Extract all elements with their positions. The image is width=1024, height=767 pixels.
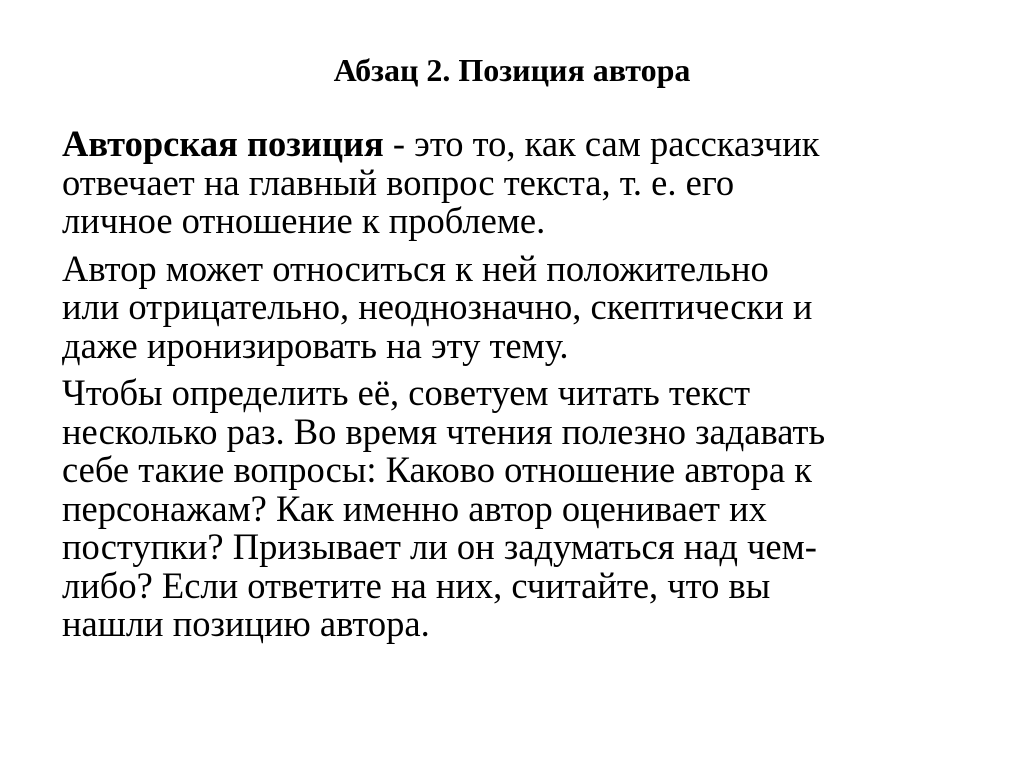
- paragraph-definition: [62, 125, 982, 241]
- term-highlight: Авторская позиция: [62, 123, 384, 164]
- text-line: даже иронизировать на эту тему.: [62, 324, 569, 366]
- text-line: личное отношение к проблеме.: [62, 200, 546, 241]
- text-line: Автор может относиться к ней положительно: [62, 247, 769, 289]
- text-line: себе такие вопросы: Каково отношение автора к: [62, 449, 812, 490]
- line-text: - это то, как сам рассказчик: [383, 123, 820, 164]
- text-line: персонажам? Как именно автор оценивает их: [62, 487, 767, 529]
- text-line: [62, 125, 982, 164]
- paragraph-attitude: [62, 247, 982, 366]
- slide-body: [62, 125, 982, 653]
- text-line: нашли позицию автора.: [62, 603, 430, 644]
- slide-title: Абзац 2. Позиция автора: [333, 52, 691, 88]
- text-line: поступки? Призывает ли он задуматься над чем-: [62, 526, 817, 567]
- text-line: отвечает на главный вопрос текста, т. е. его: [62, 161, 735, 203]
- text-line: или отрицательно, неоднозначно, скептически и: [62, 286, 813, 327]
- text-line: несколько раз. Во время чтения полезно задавать: [62, 410, 826, 452]
- text-line: Чтобы определить её, советуем читать текст: [62, 372, 751, 413]
- text-line: либо? Если ответите на них, считайте, что вы: [62, 564, 771, 606]
- paragraph-advice: [62, 374, 982, 644]
